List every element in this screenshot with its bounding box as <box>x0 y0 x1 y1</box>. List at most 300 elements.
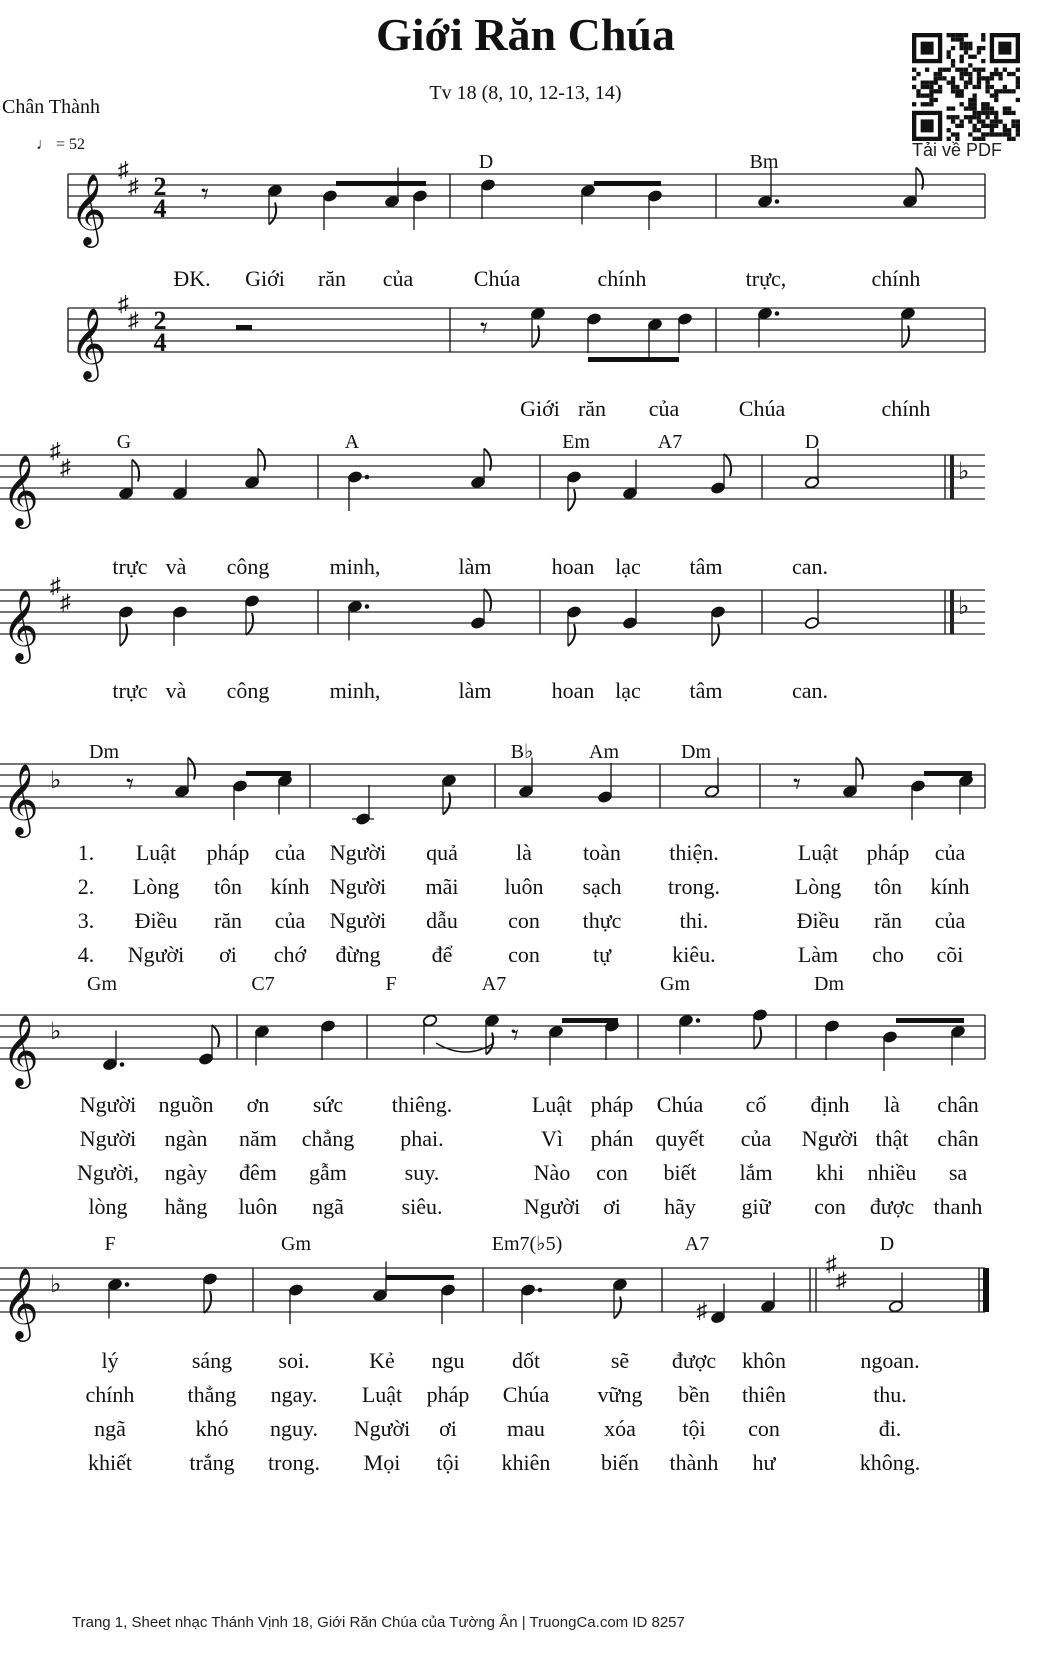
lyric-syllable: lạc <box>615 678 641 703</box>
lyric-syllable: chính <box>597 266 647 291</box>
time-signature-numerator: 2 <box>153 172 167 201</box>
verse-syllable: thu. <box>873 1382 907 1407</box>
verse-syllable: dốt <box>511 1348 541 1373</box>
chord-symbol: G <box>116 431 132 453</box>
note <box>597 763 612 804</box>
verse-syllable: lý <box>101 1348 119 1373</box>
verse-syllable: ngoan. <box>860 1348 920 1373</box>
verse-syllable: Người, <box>76 1160 140 1185</box>
melody-staff <box>0 764 985 808</box>
key-flat-icon: ♭ <box>958 459 970 485</box>
verse-syllable: 2. <box>77 874 95 899</box>
verse-syllable: vững <box>597 1382 643 1407</box>
treble-clef-icon: 𝄞 <box>2 1270 39 1338</box>
lyric-syllable: trực <box>112 554 148 579</box>
eighth-rest-icon: 𝄾 <box>480 312 488 345</box>
verse-syllable: phai. <box>400 1126 444 1151</box>
note <box>824 1019 839 1060</box>
verse-syllable: con <box>508 908 540 933</box>
verse-syllable: con <box>814 1194 846 1219</box>
key-sharp-icon: ♯ <box>60 589 71 615</box>
verse-syllable: chân <box>937 1126 979 1151</box>
verse-syllable: Luật <box>361 1382 403 1407</box>
verse-syllable: chớ <box>273 942 307 967</box>
key-sharp-icon: ♯ <box>60 454 71 480</box>
composer-name: Chân Thành <box>2 96 100 118</box>
chord-symbol: D <box>478 151 494 173</box>
note <box>677 312 692 353</box>
verse-syllable: trong. <box>668 874 720 899</box>
verse-syllable: đừng <box>335 942 381 967</box>
lyric-syllable: làm <box>458 678 492 703</box>
eighth-rest-icon: 𝄾 <box>511 1019 519 1052</box>
chord-symbol: Gm <box>87 973 117 995</box>
verse-syllable: nguồn <box>158 1092 214 1117</box>
harmony-staff <box>0 590 985 634</box>
verse-syllable: Điều <box>134 908 178 933</box>
note <box>586 312 601 353</box>
lyric-syllable: Chúa <box>738 396 786 421</box>
lyric-syllable: minh, <box>329 678 381 703</box>
lyric-syllable: hoan <box>551 678 595 703</box>
treble-clef-icon: 𝄞 <box>2 457 39 525</box>
treble-clef-icon: 𝄞 <box>2 592 39 660</box>
verse-syllable: năm <box>239 1126 277 1151</box>
verse-syllable: ngu <box>431 1348 465 1373</box>
note-flag <box>212 1025 219 1047</box>
verse-syllable: ngay. <box>270 1382 318 1407</box>
chord-symbol: A <box>344 431 360 453</box>
chord-symbol: Bm <box>749 151 779 173</box>
verse-syllable: của <box>934 908 966 933</box>
double-barline <box>950 455 954 499</box>
verse-syllable: con <box>748 1416 780 1441</box>
key-sharp-icon: ♯ <box>50 438 61 463</box>
verse-syllable: thanh <box>933 1194 983 1219</box>
note <box>647 189 662 230</box>
lyric-syllable: của <box>648 396 680 421</box>
page-footer: Trang 1, Sheet nhạc Thánh Vịnh 18, Giới Răn Chúa của Tường Ân | TruongCa.com ID 8257 <box>72 1614 685 1631</box>
chord-symbol: Dm <box>89 741 119 763</box>
half-rest-icon <box>236 325 252 330</box>
note <box>752 1008 767 1049</box>
verse-syllable: thiện. <box>669 840 719 865</box>
verse-syllable: toàn <box>583 840 621 865</box>
double-barline <box>950 590 954 634</box>
key-sharp-icon: ♯ <box>128 307 139 333</box>
note-flag <box>443 793 450 815</box>
verse-syllable: khiết <box>88 1450 132 1475</box>
key-sharp-icon: ♯ <box>118 291 129 316</box>
note <box>288 1283 303 1324</box>
chord-symbol: D <box>879 1233 895 1255</box>
download-pdf-link[interactable]: Tải về PDF <box>912 140 1003 160</box>
verse-syllable: tội <box>436 1450 460 1475</box>
chord-symbol: Am <box>589 741 619 763</box>
key-sharp-icon: ♯ <box>836 1267 847 1293</box>
time-signature-denominator: 4 <box>153 328 167 357</box>
verse-syllable: răn <box>213 908 243 933</box>
verse-syllable: khôn <box>742 1348 786 1373</box>
verse-syllable: sẽ <box>610 1348 630 1373</box>
verse-syllable: con <box>596 1160 628 1185</box>
verse-syllable: trắng <box>189 1450 235 1475</box>
verse-syllable: con <box>508 942 540 967</box>
note-flag <box>754 1027 761 1049</box>
augmentation-dot <box>365 475 370 480</box>
verse-syllable: Điều <box>796 908 840 933</box>
beam <box>246 771 291 776</box>
note <box>322 189 337 230</box>
verse-syllable: pháp <box>206 840 250 865</box>
treble-clef-icon: 𝄞 <box>70 310 107 378</box>
note-flag <box>204 1291 211 1313</box>
verse-syllable: Nào <box>533 1160 571 1185</box>
verse-syllable: đi. <box>878 1416 902 1441</box>
verse-syllable: được <box>671 1348 717 1373</box>
key-flat-icon: ♭ <box>50 1019 62 1045</box>
lyric-syllable: chính <box>871 266 921 291</box>
treble-clef-icon: 𝄞 <box>2 1017 39 1085</box>
lyric-syllable: công <box>226 678 270 703</box>
verse-syllable: 1. <box>77 840 95 865</box>
verse-syllable: Kẻ <box>369 1348 395 1373</box>
note <box>566 605 581 646</box>
note <box>622 589 637 630</box>
verse-syllable: Người <box>79 1126 137 1151</box>
verse-syllable: 3. <box>77 908 95 933</box>
eighth-rest-icon: 𝄾 <box>126 768 134 801</box>
verse-syllable: tội <box>682 1416 706 1441</box>
treble-clef-icon: 𝄞 <box>2 766 39 834</box>
verse-syllable: để <box>431 942 453 967</box>
key-flat-icon: ♭ <box>50 1272 62 1298</box>
note <box>710 605 725 646</box>
verse-syllable: khi <box>815 1160 845 1185</box>
lyric-syllable: Giới <box>520 396 560 421</box>
note-flag <box>188 758 195 780</box>
verse-syllable: hãy <box>664 1194 696 1219</box>
verse-syllable: xóa <box>604 1416 636 1441</box>
verse-syllable: kính <box>930 874 970 899</box>
note-flag <box>484 449 491 471</box>
note-flag <box>916 168 923 190</box>
note <box>172 605 187 646</box>
verse-syllable: ngã <box>94 1416 126 1441</box>
verse-syllable: khó <box>195 1416 229 1441</box>
chord-symbol: A7 <box>481 973 507 995</box>
verse-syllable: sức <box>312 1092 344 1117</box>
lyric-syllable: làm <box>458 554 492 579</box>
verse-syllable: sáng <box>191 1348 233 1373</box>
note <box>320 1019 335 1060</box>
verse-syllable: quyết <box>655 1126 705 1151</box>
chord-symbol: Gm <box>281 1233 311 1255</box>
verse-syllable: Người <box>801 1126 859 1151</box>
augmentation-dot <box>775 199 780 204</box>
verse-syllable: gẫm <box>309 1160 347 1185</box>
verse-syllable: thành <box>669 1450 719 1475</box>
verse-syllable: hằng <box>164 1194 208 1219</box>
key-sharp-icon: ♯ <box>118 157 129 182</box>
verse-syllable: chính <box>85 1382 135 1407</box>
note-flag <box>712 624 719 646</box>
verse-syllable: bền <box>678 1382 710 1407</box>
chord-symbol: F <box>104 1233 116 1255</box>
note <box>566 470 581 511</box>
verse-syllable: Chúa <box>656 1092 704 1117</box>
verse-syllable: lắm <box>739 1160 773 1185</box>
chord-symbol: D <box>804 431 820 453</box>
verse-syllable: Người <box>329 840 387 865</box>
lyric-syllable: Giới <box>245 266 285 291</box>
augmentation-dot <box>120 1062 125 1067</box>
note <box>244 594 259 635</box>
verse-syllable: Người <box>79 1092 137 1117</box>
verse-syllable: thiêng. <box>391 1092 453 1117</box>
chord-symbol: Dm <box>681 741 711 763</box>
final-barline <box>983 1268 989 1312</box>
verse-syllable: kiêu. <box>672 942 716 967</box>
note <box>352 785 374 826</box>
lyric-syllable: tâm <box>689 554 723 579</box>
verse-syllable: pháp <box>866 840 910 865</box>
verse-syllable: dẫu <box>426 908 458 933</box>
key-sharp-icon: ♯ <box>826 1251 837 1276</box>
lyric-syllable: minh, <box>329 554 381 579</box>
verse-syllable: lòng <box>88 1194 128 1219</box>
verse-syllable: của <box>740 1126 772 1151</box>
augmentation-dot <box>125 1282 130 1287</box>
verse-syllable: soi. <box>278 1348 310 1373</box>
verse-syllable: thực <box>582 908 622 933</box>
key-flat-icon: ♭ <box>958 594 970 620</box>
verse-syllable: nguy. <box>269 1416 319 1441</box>
verse-syllable: Luật <box>797 840 839 865</box>
chord-symbol: A7 <box>657 431 683 453</box>
tempo-marking: ♩ = 52 <box>36 136 86 153</box>
verse-syllable: Người <box>523 1194 581 1219</box>
verse-syllable: mãi <box>425 874 459 899</box>
note <box>440 1283 455 1324</box>
augmentation-dot <box>538 1288 543 1293</box>
chord-symbol: Dm <box>814 973 844 995</box>
time-signature-numerator: 2 <box>153 306 167 335</box>
note-flag <box>132 460 139 482</box>
note-flag <box>246 613 253 635</box>
verse-syllable: ngã <box>312 1194 344 1219</box>
note-flag <box>856 758 863 780</box>
note-flag <box>568 624 575 646</box>
verse-syllable: biến <box>601 1450 639 1475</box>
verse-syllable: ơi <box>603 1194 621 1219</box>
note <box>520 1283 542 1324</box>
verse-syllable: biết <box>663 1160 697 1185</box>
lyric-syllable: lạc <box>615 554 641 579</box>
lyric-syllable: can. <box>791 554 829 579</box>
verse-syllable: được <box>869 1194 915 1219</box>
verse-syllable: luôn <box>504 874 544 899</box>
lyric-syllable: Chúa <box>473 266 521 291</box>
note <box>910 779 925 820</box>
verse-syllable: của <box>274 840 306 865</box>
verse-syllable: ơi <box>439 1416 457 1441</box>
beam <box>386 1275 454 1280</box>
verse-syllable: tự <box>592 942 612 967</box>
chord-symbol: B♭ <box>510 741 534 763</box>
note-flag <box>724 454 731 476</box>
lyric-syllable: trực <box>112 678 148 703</box>
lyric-syllable: công <box>226 554 270 579</box>
note-flag <box>486 1033 493 1055</box>
verse-syllable: mau <box>507 1416 545 1441</box>
treble-clef-icon: 𝄞 <box>70 176 107 244</box>
verse-syllable: Lòng <box>794 874 842 899</box>
augmentation-dot <box>696 1018 701 1023</box>
note <box>347 470 369 511</box>
beam <box>336 181 426 186</box>
verse-syllable: là <box>884 1092 900 1117</box>
note-flag <box>902 326 909 348</box>
verse-syllable: nhiều <box>867 1160 917 1185</box>
lyric-syllable: răn <box>317 266 347 291</box>
verse-syllable: sa <box>948 1160 968 1185</box>
verse-syllable: Mọi <box>363 1450 401 1475</box>
eighth-rest-icon: 𝄾 <box>793 768 801 801</box>
verse-syllable: Người <box>353 1416 411 1441</box>
verse-syllable: chẳng <box>301 1126 355 1151</box>
verse-syllable: tôn <box>873 874 903 899</box>
verse-syllable: thẳng <box>187 1382 237 1407</box>
note-flag <box>484 589 491 611</box>
lyric-syllable: răn <box>577 396 607 421</box>
verse-syllable: Làm <box>797 942 839 967</box>
note-flag <box>269 203 276 225</box>
verse-syllable: thi. <box>679 908 709 933</box>
chord-symbol: Em7(♭5) <box>491 1233 563 1255</box>
note <box>804 589 819 630</box>
lyric-syllable: của <box>382 266 414 291</box>
chord-symbol: A7 <box>684 1233 710 1255</box>
verse-syllable: định <box>810 1092 850 1117</box>
lyric-syllable: chính <box>881 396 931 421</box>
verse-syllable: hư <box>752 1450 776 1475</box>
time-signature-denominator: 4 <box>153 194 167 223</box>
harmony-staff <box>68 308 985 352</box>
lyric-syllable: và <box>165 678 187 703</box>
verse-syllable: ngày <box>164 1160 208 1185</box>
verse-syllable: không. <box>859 1450 921 1475</box>
lyric-syllable: tâm <box>689 678 723 703</box>
lyric-syllable: trực, <box>745 266 787 291</box>
note <box>882 1030 897 1071</box>
note <box>118 605 133 646</box>
note <box>412 189 427 230</box>
verse-syllable: luôn <box>238 1194 278 1219</box>
verse-syllable: ngàn <box>164 1126 208 1151</box>
augmentation-dot <box>775 311 780 316</box>
note-flag <box>120 624 127 646</box>
verse-syllable: tôn <box>213 874 243 899</box>
note <box>604 1019 619 1060</box>
note <box>232 779 247 820</box>
verse-syllable: cố <box>745 1092 767 1117</box>
verse-syllable: thiên <box>742 1382 786 1407</box>
beam <box>588 357 679 362</box>
melody-staff <box>0 455 985 499</box>
note-flag <box>258 449 265 471</box>
verse-syllable: Vì <box>541 1126 563 1151</box>
note <box>202 1272 217 1313</box>
verse-syllable: Người <box>127 942 185 967</box>
augmentation-dot <box>365 604 370 609</box>
lyric-syllable: và <box>165 554 187 579</box>
chord-symbol: C7 <box>251 973 275 995</box>
verse-syllable: kính <box>270 874 310 899</box>
verse-syllable: phán <box>590 1126 634 1151</box>
verse-syllable: Chúa <box>502 1382 550 1407</box>
beam <box>924 771 972 776</box>
note <box>480 178 495 219</box>
verse-syllable: suy. <box>404 1160 440 1185</box>
chord-symbol: F <box>385 973 397 995</box>
verse-syllable: 4. <box>77 942 95 967</box>
verse-syllable: đêm <box>239 1160 277 1185</box>
lyric-syllable: hoan <box>551 554 595 579</box>
verse-syllable: thật <box>875 1126 909 1151</box>
verse-syllable: cõi <box>936 942 964 967</box>
verse-syllable: Lòng <box>132 874 180 899</box>
key-flat-icon: ♭ <box>50 768 62 794</box>
verse-syllable: chân <box>937 1092 979 1117</box>
psalm-reference: Tv 18 (8, 10, 12-13, 14) <box>429 82 622 104</box>
note-flag <box>532 326 539 348</box>
verse-syllable: của <box>934 840 966 865</box>
chord-symbol: Gm <box>660 973 690 995</box>
verse-syllable: cho <box>872 942 904 967</box>
verse-syllable: Người <box>329 874 387 899</box>
eighth-rest-icon: 𝄾 <box>201 178 209 211</box>
beam <box>562 1018 618 1023</box>
verse-syllable: ơn <box>246 1092 270 1117</box>
note-flag <box>614 1297 621 1319</box>
lyric-syllable: ĐK. <box>173 266 211 291</box>
key-sharp-icon: ♯ <box>50 573 61 598</box>
verse-syllable: pháp <box>426 1382 470 1407</box>
verse-syllable: Người <box>329 908 387 933</box>
verse-syllable: trong. <box>268 1450 320 1475</box>
lyric-syllable: can. <box>791 678 829 703</box>
beam <box>896 1018 964 1023</box>
key-sharp-icon: ♯ <box>128 173 139 199</box>
verse-syllable: sạch <box>582 874 622 899</box>
verse-syllable: ơi <box>219 942 237 967</box>
verse-syllable: quả <box>426 840 458 865</box>
beam <box>594 181 661 186</box>
verse-syllable: của <box>274 908 306 933</box>
verse-syllable: khiên <box>501 1450 551 1475</box>
accidental-sharp-icon: ♯ <box>696 1298 708 1323</box>
verse-syllable: răn <box>873 908 903 933</box>
note-flag <box>568 489 575 511</box>
verse-syllable: Luật <box>135 840 177 865</box>
song-title: Giới Răn Chúa <box>376 9 675 60</box>
verse-syllable: Luật <box>531 1092 573 1117</box>
verse-syllable: pháp <box>590 1092 634 1117</box>
verse-syllable: siêu. <box>401 1194 443 1219</box>
chord-symbol: Em <box>562 431 590 453</box>
verse-syllable: giữ <box>741 1194 771 1219</box>
